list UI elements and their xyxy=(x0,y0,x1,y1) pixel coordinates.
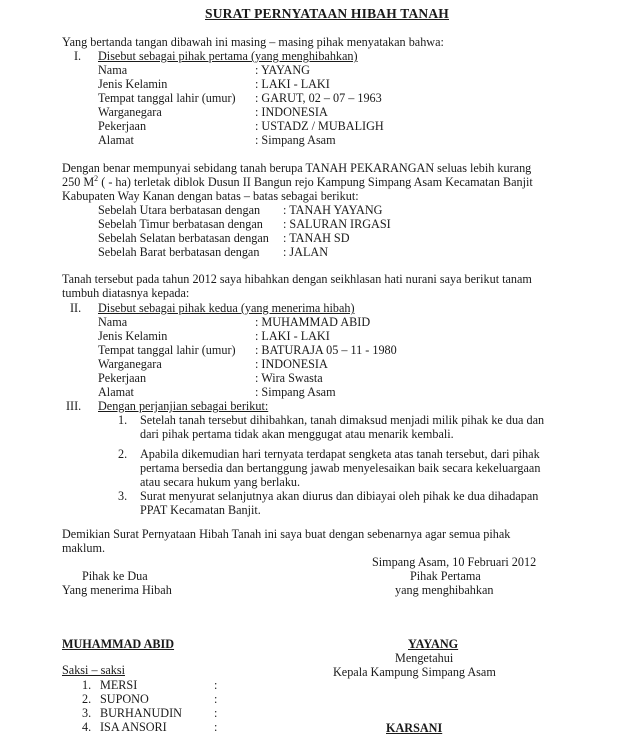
party2-nationality-value: : INDONESIA xyxy=(255,357,328,371)
agreement-item-3-line-1: Surat menyurat selanjutnya akan diurus dan dibiayai oleh pihak ke dua dihadapan xyxy=(140,489,539,503)
document-title: SURAT PERNYATAAN HIBAH TANAH xyxy=(205,6,450,21)
border-east-value: : SALURAN IRGASI xyxy=(283,217,391,231)
grant-line-2: tumbuh diatasnya kepada: xyxy=(62,286,190,300)
witness-4-name: ISA ANSORI xyxy=(100,720,167,734)
agreement-item-3-number: 3. xyxy=(118,489,128,503)
witness-2-number: 2. xyxy=(82,692,92,706)
witness-4-colon: : xyxy=(214,720,218,734)
witness-1-name: MERSI xyxy=(100,678,138,692)
section-number-2: II. xyxy=(70,301,82,315)
agreement-item-2-line-2: pertama bersedia dan bertanggung jawab menyelesaikan baik secara kekeluargaan xyxy=(140,461,541,475)
party1-birth-value: : GARUT, 02 – 07 – 1963 xyxy=(255,91,382,105)
witness-3-name: BURHANUDIN xyxy=(100,706,182,720)
land-line-3: Kabupaten Way Kanan dengan batas – batas sebagai berikut: xyxy=(62,189,359,203)
right-signer-desc: yang menghibahkan xyxy=(395,583,494,597)
intro-text: Yang bertanda tangan dibawah ini masing – masing pihak menyatakan bahwa: xyxy=(62,35,444,49)
party2-heading: Disebut sebagai pihak kedua (yang menerima hibah) xyxy=(98,301,355,315)
party2-nationality-label: Warganegara xyxy=(98,357,162,371)
party2-birth-value: : BATURAJA 05 – 11 - 1980 xyxy=(255,343,397,357)
party1-job-value: : USTADZ / MUBALIGH xyxy=(255,119,384,133)
party1-gender-value: : LAKI - LAKI xyxy=(255,77,330,91)
agreement-item-2-line-1: Apabila dikemudian hari ternyata terdapat sengketa atas tanah tersebut, dari pihak xyxy=(140,447,540,461)
party2-gender-value: : LAKI - LAKI xyxy=(255,329,330,343)
party1-name-value: : YAYANG xyxy=(255,63,310,77)
border-south-value: : TANAH SD xyxy=(283,231,350,245)
party2-job-value: : Wira Swasta xyxy=(255,371,323,385)
agreement-item-1-number: 1. xyxy=(118,413,128,427)
party2-address-label: Alamat xyxy=(98,385,134,399)
border-west-label: Sebelah Barat berbatasan dengan xyxy=(98,245,260,259)
party1-address-value: : Simpang Asam xyxy=(255,133,336,147)
agreement-heading: Dengan perjanjian sebagai berikut: xyxy=(98,399,269,413)
closing-line-1: Demikian Surat Pernyataan Hibah Tanah ini saya buat dengan sebenarnya agar semua pihak xyxy=(62,527,511,541)
left-signer-role: Pihak ke Dua xyxy=(82,569,148,583)
party2-job-label: Pekerjaan xyxy=(98,371,147,385)
acknowledge-name: KARSANI xyxy=(386,721,443,735)
acknowledge-heading: Mengetahui xyxy=(395,651,454,665)
agreement-item-3-line-2: PPAT Kecamatan Banjit. xyxy=(140,503,261,517)
party1-nationality-value: : INDONESIA xyxy=(255,105,328,119)
party2-name-value: : MUHAMMAD ABID xyxy=(255,315,371,329)
witness-3-colon: : xyxy=(214,706,218,720)
party1-birth-label: Tempat tanggal lahir (umur) xyxy=(98,91,236,105)
border-west-value: : JALAN xyxy=(283,245,329,259)
section-number-1: I. xyxy=(74,49,82,63)
place-and-date: Simpang Asam, 10 Februari 2012 xyxy=(372,555,537,569)
agreement-item-2-number: 2. xyxy=(118,447,128,461)
section-number-3: III. xyxy=(66,399,82,413)
closing-line-2: maklum. xyxy=(62,541,105,555)
party1-job-label: Pekerjaan xyxy=(98,119,147,133)
border-south-label: Sebelah Selatan berbatasan dengan xyxy=(98,231,269,245)
party2-name-label: Nama xyxy=(98,315,128,329)
land-line-1: Dengan benar mempunyai sebidang tanah berupa TANAH PEKARANGAN seluas lebih kurang xyxy=(62,161,532,175)
acknowledge-title: Kepala Kampung Simpang Asam xyxy=(333,665,496,679)
witness-4-number: 4. xyxy=(82,720,92,734)
left-signer-name: MUHAMMAD ABID xyxy=(62,637,175,651)
party1-nationality-label: Warganegara xyxy=(98,105,162,119)
right-signer-role: Pihak Pertama xyxy=(410,569,481,583)
border-north-label: Sebelah Utara berbatasan dengan xyxy=(98,203,261,217)
border-east-label: Sebelah Timur berbatasan dengan xyxy=(98,217,263,231)
witness-3-number: 3. xyxy=(82,706,92,720)
left-signer-desc: Yang menerima Hibah xyxy=(62,583,172,597)
party2-gender-label: Jenis Kelamin xyxy=(98,329,168,343)
agreement-item-1-line-2: dari pihak pertama tidak akan menggugat atau menarik kembali. xyxy=(140,427,454,441)
party1-address-label: Alamat xyxy=(98,133,134,147)
party2-birth-label: Tempat tanggal lahir (umur) xyxy=(98,343,236,357)
witness-1-colon: : xyxy=(214,678,218,692)
land-line-2: 250 $M^2$ ( - ha) terletak diblok Dusun II Bangun rejo Kampung Simpang Asam Kecamatan Banjit xyxy=(62,173,533,189)
party2-address-value: : Simpang Asam xyxy=(255,385,336,399)
right-signer-name: YAYANG xyxy=(408,637,459,651)
grant-line-1: Tanah tersebut pada tahun 2012 saya hibahkan dengan seikhlasan hati nurani saya berikut tanam xyxy=(62,272,532,286)
party1-heading: Disebut sebagai pihak pertama (yang menghibahkan) xyxy=(98,49,358,63)
witness-2-name: SUPONO xyxy=(100,692,149,706)
party1-gender-label: Jenis Kelamin xyxy=(98,77,168,91)
border-north-value: : TANAH YAYANG xyxy=(283,203,383,217)
agreement-item-2-line-3: atau secara hukum yang berlaku. xyxy=(140,475,301,489)
witness-1-number: 1. xyxy=(82,678,92,692)
witnesses-heading: Saksi – saksi xyxy=(62,663,125,677)
agreement-item-1-line-1: Setelah tanah tersebut dihibahkan, tanah dimaksud menjadi milik pihak ke dua dan xyxy=(140,413,545,427)
party1-name-label: Nama xyxy=(98,63,128,77)
witness-2-colon: : xyxy=(214,692,218,706)
